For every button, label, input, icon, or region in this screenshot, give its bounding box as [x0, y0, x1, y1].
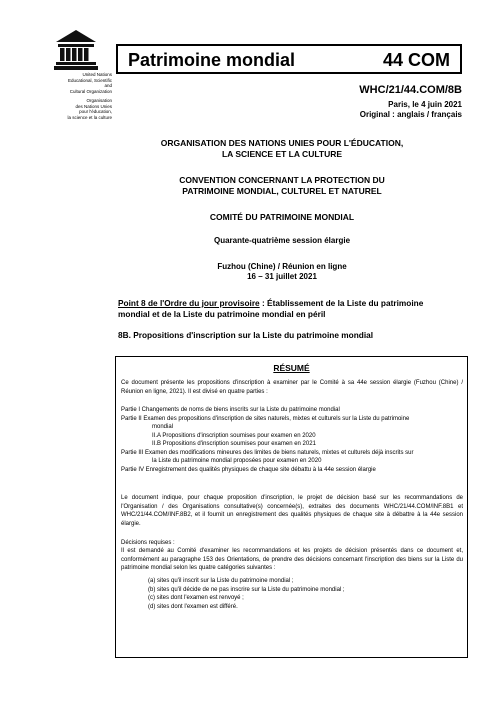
logo-caption-fr: Organisation des Nations Unies pour l'éducation, la science et la culture [67, 98, 112, 120]
list-item: Partie III Examen des modifications mineures des limites de biens naturels, mixtes et culturels déjà inscrits sur [121, 449, 414, 456]
list-item: (c) sites dont l'examen est renvoyé ; [148, 595, 244, 601]
agenda-item-label: Point 8 de l'Ordre du jour provisoire [118, 298, 260, 308]
summary-parts-list [121, 406, 463, 474]
logo-caption-en: United Nations Educational, Scientific and Cultural Organization [67, 72, 112, 94]
document-date: Paris, le 4 juin 2021 [388, 100, 462, 109]
decisions-paragraph: Il est demandé au Comité d'examiner les recommandations et les projets de décision présentés dans ce document et, conformément au paragraphe 153 des Orientations, de prendre des décisions concernant l'inscription des biens sur la Liste du patrimoine mondial selon les quatre catégories suivantes : [121, 548, 463, 571]
summary-title: RÉSUMÉ [273, 363, 310, 373]
summary-document-paragraph: Le document indique, pour chaque proposition d'inscription, le projet de décision basé sur les recommandations de l'Organisation / des Organisations consultative(s) concernée(s), extraites des documents WHC/21/44.COM/INF.8B1 et WHC/21/44.COM/INF.8B2, et il fournit un enregistrement des qualités physiques de chaque site à débattre à la 44e session élargie. [121, 495, 463, 527]
document-banner [116, 44, 462, 74]
list-item: Partie II Examen des propositions d'inscription de sites naturels, mixtes et culturels sur la Liste du patrimoine [121, 415, 410, 422]
list-item: (a) sites qu'il inscrit sur la Liste du patrimoine mondial ; [148, 578, 294, 584]
list-item: (d) sites dont l'examen est différé. [148, 603, 238, 610]
list-item: la Liste du patrimoine mondial proposées pour examen en 2020 [152, 458, 322, 464]
unesco-logo [52, 28, 100, 78]
decisions-label: Décisions requises : [121, 540, 175, 546]
summary-intro: Ce document présente les propositions d'inscription à examiner par le Comité à sa 44e session élargie (Fuzhou (Chine) / Réunion en ligne, 2021). Il est divisé en quatre parties : [121, 380, 463, 395]
list-item: mondial [152, 424, 174, 430]
list-item: Partie IV Enregistrement des qualités physiques de chaque site débattu à la 44e session élargie [121, 466, 376, 473]
list-item: II.B Propositions d'inscription soumises pour examen en 2021 [152, 441, 316, 447]
summary-box [115, 356, 468, 658]
document-reference: WHC/21/44.COM/8B [359, 84, 462, 96]
session-dates: 16 – 31 juillet 2021 [247, 272, 317, 281]
list-item: Partie I Changements de noms de biens inscrits sur la Liste du patrimoine mondial [121, 407, 340, 413]
organisation-heading: ORGANISATION DES NATIONS UNIES POUR L'ÉDUCATION, LA SCIENCE ET LA CULTURE [160, 138, 404, 159]
list-item: (b) sites qu'il décide de ne pas inscrire sur la Liste du patrimoine mondial ; [148, 586, 345, 593]
convention-heading: CONVENTION CONCERNANT LA PROTECTION DU PATRIMOINE MONDIAL, CULTUREL ET NATUREL [179, 175, 385, 196]
banner-code: 44 COM [382, 50, 450, 70]
banner-title: Patrimoine mondial [128, 50, 296, 70]
session-place: Fuzhou (Chine) / Réunion en ligne [217, 262, 347, 271]
document-original-language: Original : anglais / français [359, 110, 462, 119]
agenda-subitem: 8B. Propositions d'inscription sur la Liste du patrimoine mondial [118, 330, 374, 340]
agenda-item: Point 8 de l'Ordre du jour provisoire : Établissement de la Liste du patrimoine mondial et de la Liste du patrimoine mondial en péril [118, 298, 424, 319]
list-item: II.A Propositions d'inscription soumises pour examen en 2020 [152, 432, 316, 439]
committee-heading: COMITÉ DU PATRIMOINE MONDIAL [209, 212, 355, 222]
session-heading: Quarante-quatrième session élargie [213, 236, 351, 245]
decision-categories [148, 577, 345, 611]
